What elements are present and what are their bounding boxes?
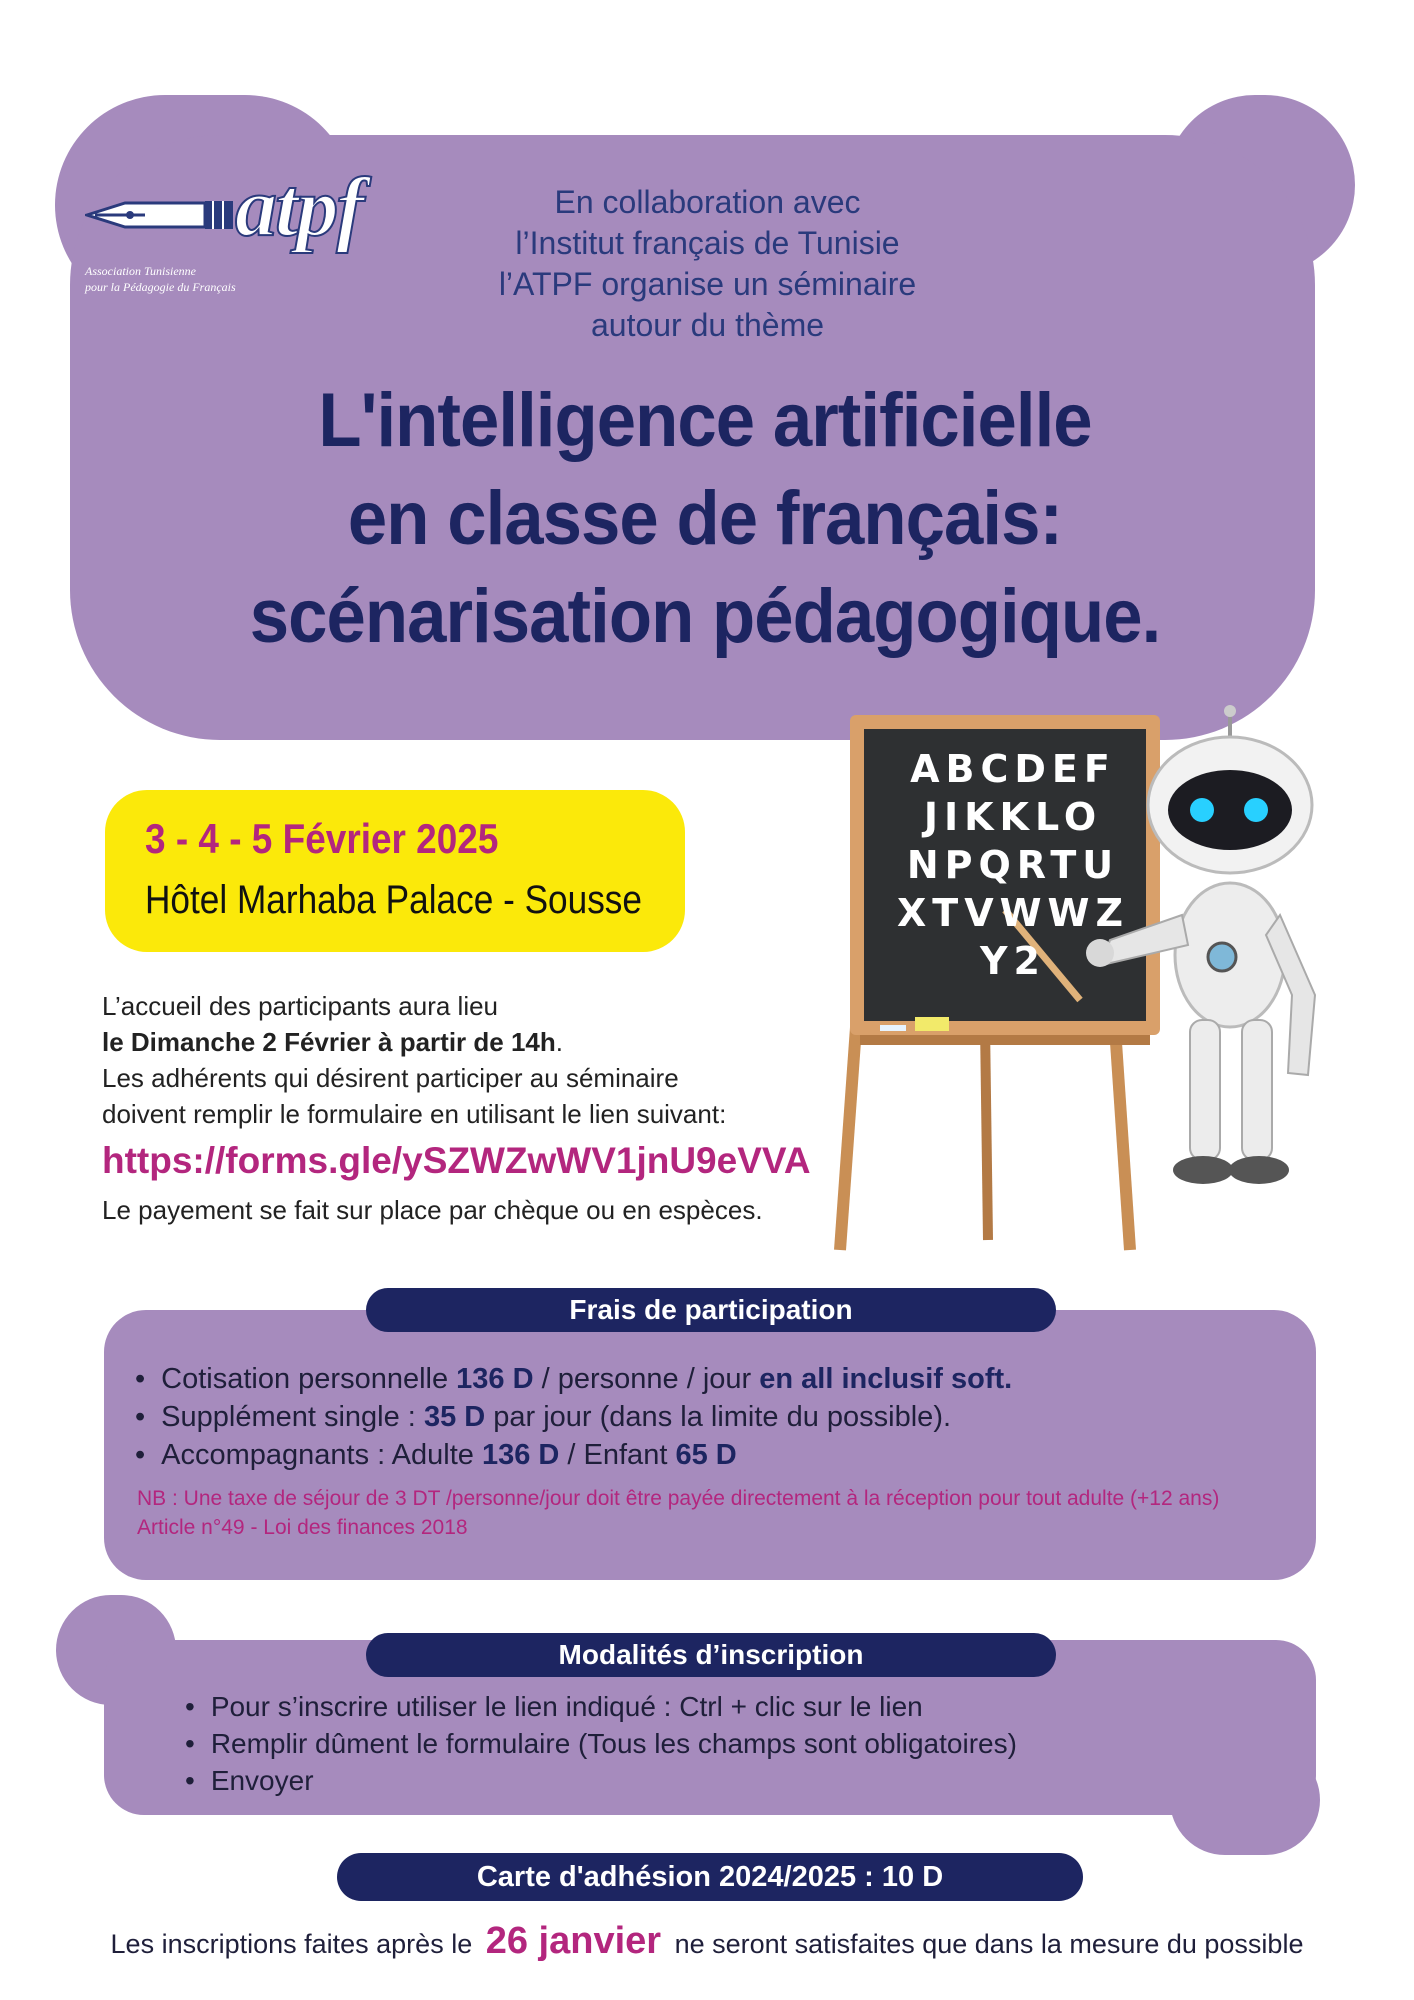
blackboard-row: JIKKLO <box>923 795 1103 839</box>
robot-icon <box>810 695 1380 1255</box>
fee-amount: 136 D <box>456 1363 534 1395</box>
fee-text: Accompagnants : Adulte <box>161 1439 482 1471</box>
blackboard-row: XTVWWZ <box>896 891 1129 935</box>
deadline-text-before: Les inscriptions faites après le <box>110 1929 473 1959</box>
fee-item <box>135 1398 1305 1436</box>
intro-text <box>420 182 995 346</box>
fee-text: Supplément single : <box>161 1401 424 1433</box>
welcome-date-period: . <box>555 1027 563 1057</box>
payment-note: Le payement se fait sur place par chèque ou en espèces. <box>102 1195 763 1225</box>
blackboard-row: NPQRTU <box>906 843 1120 887</box>
title-line: scénarisation pédagogique. <box>249 574 1161 659</box>
fee-amount: 65 D <box>675 1439 737 1471</box>
event-date-box <box>105 790 685 952</box>
fees-note-line: Article n°49 - Loi des finances 2018 <box>137 1516 468 1539</box>
fee-amount: 35 D <box>423 1401 486 1433</box>
membership-card-badge: Carte d'adhésion 2024/2025 : 10 D <box>337 1853 1083 1901</box>
blackboard-row: ABCDEF <box>910 747 1116 791</box>
logo-subtitle-line1: Association Tunisienne <box>85 264 196 278</box>
info-line-bold <box>102 1024 902 1060</box>
title-line: L'intelligence artificielle <box>318 378 1092 463</box>
registration-link[interactable]: https://forms.gle/ySZWZwWV1jnU9eVVA <box>102 1140 811 1181</box>
info-line: doivent remplir le formulaire en utilisant le lien suivant: <box>102 1099 727 1129</box>
event-dates: 3 - 4 - 5 Février 2025 <box>145 815 499 862</box>
fee-item <box>135 1360 1305 1398</box>
registration-step: • Pour s’inscrire utiliser le lien indiqué : Ctrl + clic sur le lien <box>185 1688 1285 1725</box>
fee-text: / personne / jour <box>533 1363 760 1395</box>
fees-header: Frais de participation <box>366 1288 1056 1332</box>
logo-wordmark: atpf <box>235 161 363 254</box>
registration-step: • Remplir dûment le formulaire (Tous les champs sont obligatoires) <box>185 1725 1285 1762</box>
fee-item <box>135 1436 1305 1474</box>
fee-formula: en all inclusif soft. <box>759 1363 1013 1395</box>
registration-header: Modalités d’inscription <box>366 1633 1056 1677</box>
intro-line: l’ATPF organise un séminaire <box>498 266 917 302</box>
info-line: Les adhérents qui désirent participer au séminaire <box>102 1063 679 1093</box>
registration-step: • Envoyer <box>185 1762 1285 1799</box>
fees-note <box>137 1484 1307 1542</box>
fees-list <box>135 1360 1305 1474</box>
fee-text: Cotisation personnelle <box>161 1363 457 1395</box>
intro-line: En collaboration avec <box>554 184 861 220</box>
deadline-text-after: ne seront satisfaites que dans la mesure du possible <box>674 1929 1304 1959</box>
blackboard-row: Y2 <box>980 939 1046 983</box>
seminar-title <box>156 372 1253 666</box>
info-block <box>102 988 902 1132</box>
event-venue: Hôtel Marhaba Palace - Sousse <box>145 878 642 922</box>
intro-line: l’Institut français de Tunisie <box>515 225 900 261</box>
deadline-note <box>0 1920 1414 1963</box>
fee-text: par jour (dans la limite du possible). <box>485 1401 952 1433</box>
title-line: en classe de français: <box>347 476 1063 561</box>
logo-subtitle-line2: pour la Pédagogie du Français <box>85 280 236 294</box>
fees-note-line: NB : Une taxe de séjour de 3 DT /personne/jour doit être payée directement à la réception pour tout adulte (+12 ans) <box>137 1487 1220 1510</box>
registration-steps <box>185 1688 1285 1799</box>
info-line: L’accueil des participants aura lieu <box>102 991 499 1021</box>
fee-amount: 136 D <box>481 1439 560 1471</box>
atpf-logo <box>85 161 395 310</box>
robot-blackboard-illustration <box>810 695 1380 1255</box>
welcome-date: le Dimanche 2 Février à partir de 14h <box>102 1027 556 1057</box>
deadline-date: 26 janvier <box>485 1920 662 1962</box>
intro-line: autour du thème <box>590 307 825 343</box>
fee-text: / Enfant <box>559 1439 676 1471</box>
